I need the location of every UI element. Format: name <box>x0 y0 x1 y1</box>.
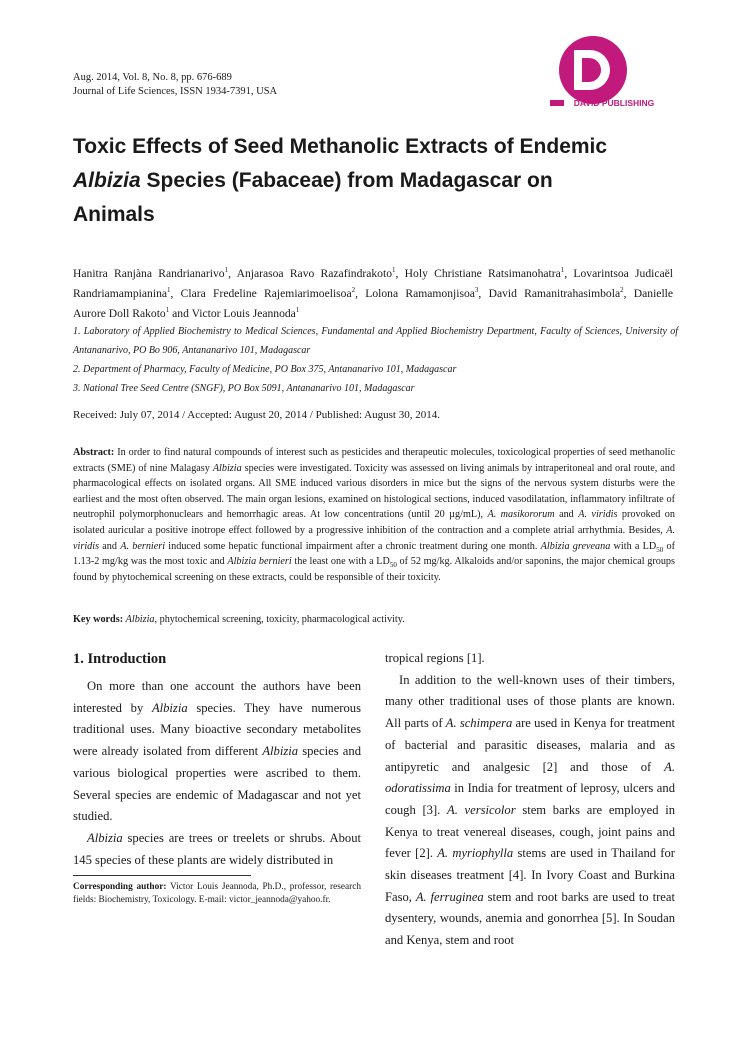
abstract-species: A. viridis <box>73 524 675 552</box>
paragraph-species: A. odoratissima <box>385 759 675 796</box>
author-name: Anjarasoa Ravo Razafindrakoto <box>236 267 393 280</box>
author-affiliation-mark: 1 <box>224 266 229 275</box>
publisher-logo <box>548 36 678 116</box>
right-paragraph-uses <box>385 670 675 952</box>
author-name: Hanitra Ranjàna Randrianarivo <box>73 267 225 280</box>
paragraph-species: A. ferruginea <box>415 889 484 904</box>
footnote-text: Victor Louis Jeannoda, Ph.D., professor, research fields: Biochemistry, Toxicology. E-mail: victor_jeannoda@yahoo.fr. <box>73 882 361 905</box>
abstract-text: provoked on isolated auricular a positive inotrope effect followed by a progressive inhibition of the contraction and a complete atrial arrhythmia. Besides, <box>73 509 675 536</box>
author-name: Danielle Aurore Doll Rakoto <box>73 287 674 320</box>
abstract-label: Abstract: <box>73 447 115 458</box>
paragraph-species: Albizia <box>151 700 188 715</box>
title-line-3: Animals <box>73 203 155 226</box>
abstract-text: of 52 mg/kg. Alkaloids and/or saponins, the major chemical groups found by phytochemical screening on these extracts, could be responsible of their toxicity. <box>73 556 675 583</box>
abstract-text: In order to find natural compounds of interest such as pesticides and therapeutic molecules, toxicological properties of seed methanolic extracts (SME) of nine Malagasy <box>73 447 675 474</box>
paragraph-text: In addition to the well-known uses of their timbers, many other traditional uses of those plants are known. All parts of <box>385 672 675 731</box>
author-affiliation-mark: 1 <box>392 266 396 275</box>
abstract-species: A. bernieri <box>120 540 166 552</box>
abstract-text: and <box>99 540 121 552</box>
publication-dates: Received: July 07, 2014 / Accepted: August 20, 2014 / Published: August 30, 2014. <box>73 409 440 421</box>
author-affiliation-mark: 1 <box>295 306 300 315</box>
abstract-species: Albizia bernieri <box>227 556 292 568</box>
abstract-species: Albizia <box>212 462 242 474</box>
author-name: David Ramanitrahasimbola <box>488 287 621 300</box>
footnote-rule <box>73 875 251 876</box>
abstract-subscript: 50 <box>389 561 397 570</box>
author-affiliation-mark: 3 <box>474 286 479 295</box>
abstract-species: A. masikororum <box>487 509 555 521</box>
paragraph-species: Albizia <box>87 830 123 845</box>
keywords-text: , phytochemical screening, toxicity, pharmacological activity. <box>154 614 405 625</box>
paragraph-text: On more than one account the authors have been interested by <box>73 679 361 715</box>
paragraph-text: stem and root barks are used to treat dysentery, wounds, anemia and gonorrhea [5]. In Soudan and Kenya, stem and root <box>385 889 675 948</box>
paragraph-species: A. schimpera <box>445 716 513 731</box>
journal-name-line: Journal of Life Sciences, ISSN 1934-7391, USA <box>73 86 278 97</box>
author-affiliation-mark: 1 <box>560 266 565 275</box>
author-name: Victor Louis Jeannoda <box>191 307 296 320</box>
title-genus: Albizia <box>73 169 141 192</box>
abstract-species: A. viridis <box>578 509 618 521</box>
keywords <box>73 614 405 625</box>
left-column <box>73 648 361 871</box>
paragraph-text: species and various biological properties were ascribed to them. Several species are endemic of Madagascar and not yet studied. <box>73 744 361 824</box>
author-list: Hanitra Ranjàna Randrianarivo$^1$, Anjarasoa Ravo Razafindrakoto$^1$, Holy Christiane Ratsimanohatra$^1$, Lovarintsoa Judicaël Randriamampianina$^1$, Clara Fredeline Rajemiarimoelisoa$^2$, Lolona Ramamonjisoa$^3$, David Ramanitrahasimbola$^2$, Danielle Aurore Doll Rakoto$^1$ and Victor Louis Jeannoda$^1$ <box>73 266 674 320</box>
paragraph-species: A. versicolor <box>447 802 516 817</box>
paragraph-text: in India for treatment of leprosy, ulcers and cough [3]. <box>385 781 675 817</box>
affiliation-list <box>73 322 678 398</box>
keyword-genus: Albizia <box>125 614 155 625</box>
section-heading-introduction: 1. Introduction <box>73 651 167 667</box>
abstract <box>73 445 675 585</box>
paragraph-text: species. They have numerous traditional uses. Many bioactive secondary metabolites were already isolated from different <box>73 700 361 759</box>
paragraph-text: species are trees or treelets or shrubs. About 145 species of these plants are widely distributed in <box>73 830 361 867</box>
abstract-text: with a LD <box>610 540 657 552</box>
keywords-label: Key words: <box>73 614 124 625</box>
abstract-text: and <box>554 509 579 521</box>
author-name: Holy Christiane Ratsimanohatra <box>404 267 561 280</box>
author-name: Clara Fredeline Rajemiarimoelisoa <box>180 287 352 300</box>
author-affiliation-mark: 2 <box>351 286 356 295</box>
paper-title <box>73 130 683 232</box>
david-publishing-logo-icon <box>548 36 678 116</box>
paragraph-text: are used in Kenya for treatment of bacterial and parasitic diseases, malaria and as antipyretic and analgesic [2] and those of <box>385 716 676 774</box>
journal-header <box>73 71 277 99</box>
paragraph-text: stems are used in Thailand for skin diseases treatment [4]. In Ivory Coast and Burkina Faso, <box>385 846 675 904</box>
title-line-2-rest: Species (Fabaceae) from Madagascar on <box>140 169 553 192</box>
right-paragraph-continuation: tropical regions [1]. <box>385 651 485 665</box>
right-column <box>385 648 675 952</box>
author-affiliation-mark: 1 <box>167 286 171 295</box>
corresponding-author-footnote <box>73 881 361 906</box>
affiliation-3: 3. National Tree Seed Centre (SNGF), PO Box 5091, Antananarivo 101, Madagascar <box>73 383 415 394</box>
journal-issue-line: Aug. 2014, Vol. 8, No. 8, pp. 676-689 <box>73 72 232 83</box>
abstract-text: species were investigated. Toxicity was assessed on living animals by intraperitoneal and oral route, and pharmacological effects on isolated organs. All SME induced various disorders in mice but the signs of the nervous system disturbs were the earliest and the most often observed. The main organ lesions, examined on histological sections, induced vasodilatation, inflammatory infiltrate of neutrophil polymorphonuclears and hemorrhagic areas. At low concentrations (until 20 µg/mL), <box>73 462 675 521</box>
title-line-2 <box>73 164 683 198</box>
abstract-text: induced some hepatic functional impairment after a chronic treatment during one month. <box>165 540 541 552</box>
affiliation-2: 2. Department of Pharmacy, Faculty of Medicine, PO Box 375, Antananarivo 101, Madagascar <box>73 364 457 375</box>
abstract-species: Albizia greveana <box>540 540 611 552</box>
abstract-subscript: 50 <box>656 545 664 554</box>
intro-paragraph-2 <box>73 828 361 871</box>
author-affiliation-mark: 2 <box>620 286 624 295</box>
affiliation-1: 1. Laboratory of Applied Biochemistry to Medical Sciences, Fundamental and Applied Biochemistry Department, Faculty of Sciences, University of Antananarivo, PO Bo 906, Antananarivo 101, Madagascar <box>73 326 678 356</box>
author-name: Lolona Ramamonjisoa <box>365 287 475 300</box>
author-name: Lovarintsoa Judicaël Randriamampianina <box>73 267 674 300</box>
paragraph-species: A. myriophylla <box>437 846 514 861</box>
paragraph-species: Albizia <box>262 744 299 759</box>
title-line-1: Toxic Effects of Seed Methanolic Extracts of Endemic <box>73 135 608 158</box>
paragraph-text: stem barks are employed in Kenya to treat venereal diseases, cough, joint pains and fever [2]. <box>385 802 675 861</box>
abstract-text: of 1.13-2 mg/kg was the most toxic and <box>73 540 675 568</box>
logo-text: DAVID PUBLISHING <box>573 98 655 108</box>
author-affiliation-mark: 1 <box>165 306 170 315</box>
intro-paragraph-1 <box>73 676 361 828</box>
abstract-text: the least one with a LD <box>291 556 390 568</box>
footnote-label: Corresponding author: <box>73 882 167 892</box>
